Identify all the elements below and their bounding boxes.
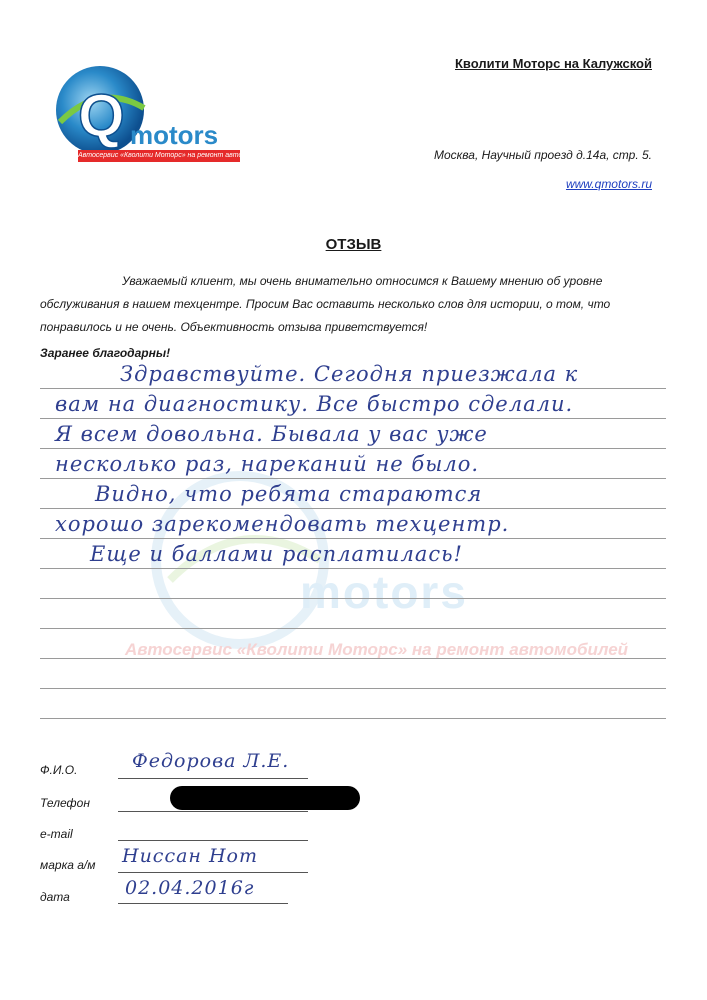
- review-line: несколько раз, нареканий не было.: [55, 452, 480, 476]
- ruled-line: [40, 688, 666, 689]
- ruled-line: [40, 448, 666, 449]
- document-title: ОТЗЫВ: [325, 236, 382, 253]
- ruled-line: [40, 508, 666, 509]
- car-model-label: марка а/м: [40, 858, 96, 872]
- ruled-line: [40, 718, 666, 719]
- ruled-line: [40, 538, 666, 539]
- review-line: вам на диагностику. Все быстро сделали.: [55, 392, 574, 416]
- car-model-value: Ниссан Нот: [122, 845, 258, 867]
- svg-text:motors: motors: [130, 120, 219, 150]
- date-line: [118, 903, 288, 904]
- intro-paragraph: Уважаемый клиент, мы очень внимательно относимся к Вашему мнению об уровне обслуживания в нашем техцентре. Просим Вас оставить несколько слов для истории, о том, что понравилось и не очень. Объективность отзыва приветствуется!: [40, 274, 611, 334]
- review-line: Я всем довольна. Бывала у вас уже: [55, 422, 488, 446]
- ruled-line: [40, 568, 666, 569]
- watermark-word: motors: [300, 566, 468, 618]
- ruled-line: [40, 388, 666, 389]
- date-value: 02.04.2016г: [125, 877, 255, 899]
- phone-line: [118, 811, 308, 812]
- fio-value: Федорова Л.Е.: [132, 750, 290, 772]
- ruled-line: [40, 478, 666, 479]
- date-label: дата: [40, 890, 70, 904]
- watermark-tagline: Автосервис «Кволити Моторс» на ремонт автомобилей: [125, 640, 629, 659]
- ruled-line: [40, 418, 666, 419]
- company-website-link[interactable]: www.qmotors.ru: [565, 177, 652, 191]
- company-name: Кволити Моторс на Калужской: [455, 56, 652, 71]
- review-line: хорошо зарекомендовать техцентр.: [55, 512, 510, 536]
- ruled-line: [40, 658, 666, 659]
- review-line: Еще и баллами расплатилась!: [90, 542, 463, 566]
- fio-label: Ф.И.О.: [40, 763, 78, 777]
- svg-text:Q: Q: [78, 82, 125, 149]
- review-line: Видно, что ребята стараются: [95, 482, 483, 506]
- phone-label: Телефон: [40, 796, 90, 810]
- logo-tagline: Автосервис «Кволити Моторс» на ремонт автомобилей: [78, 150, 240, 162]
- email-label: e-mail: [40, 827, 73, 841]
- thanks-label: Заранее благодарны!: [40, 346, 171, 360]
- ruled-line: [40, 628, 666, 629]
- review-line: Здравствуйте. Сегодня приезжала к: [120, 362, 579, 386]
- email-line: [118, 840, 308, 841]
- fio-line: [118, 778, 308, 779]
- car-model-line: [118, 872, 308, 873]
- phone-redaction: [170, 786, 360, 810]
- ruled-line: [40, 598, 666, 599]
- company-address: Москва, Научный проезд д.14а, стр. 5.: [433, 148, 652, 162]
